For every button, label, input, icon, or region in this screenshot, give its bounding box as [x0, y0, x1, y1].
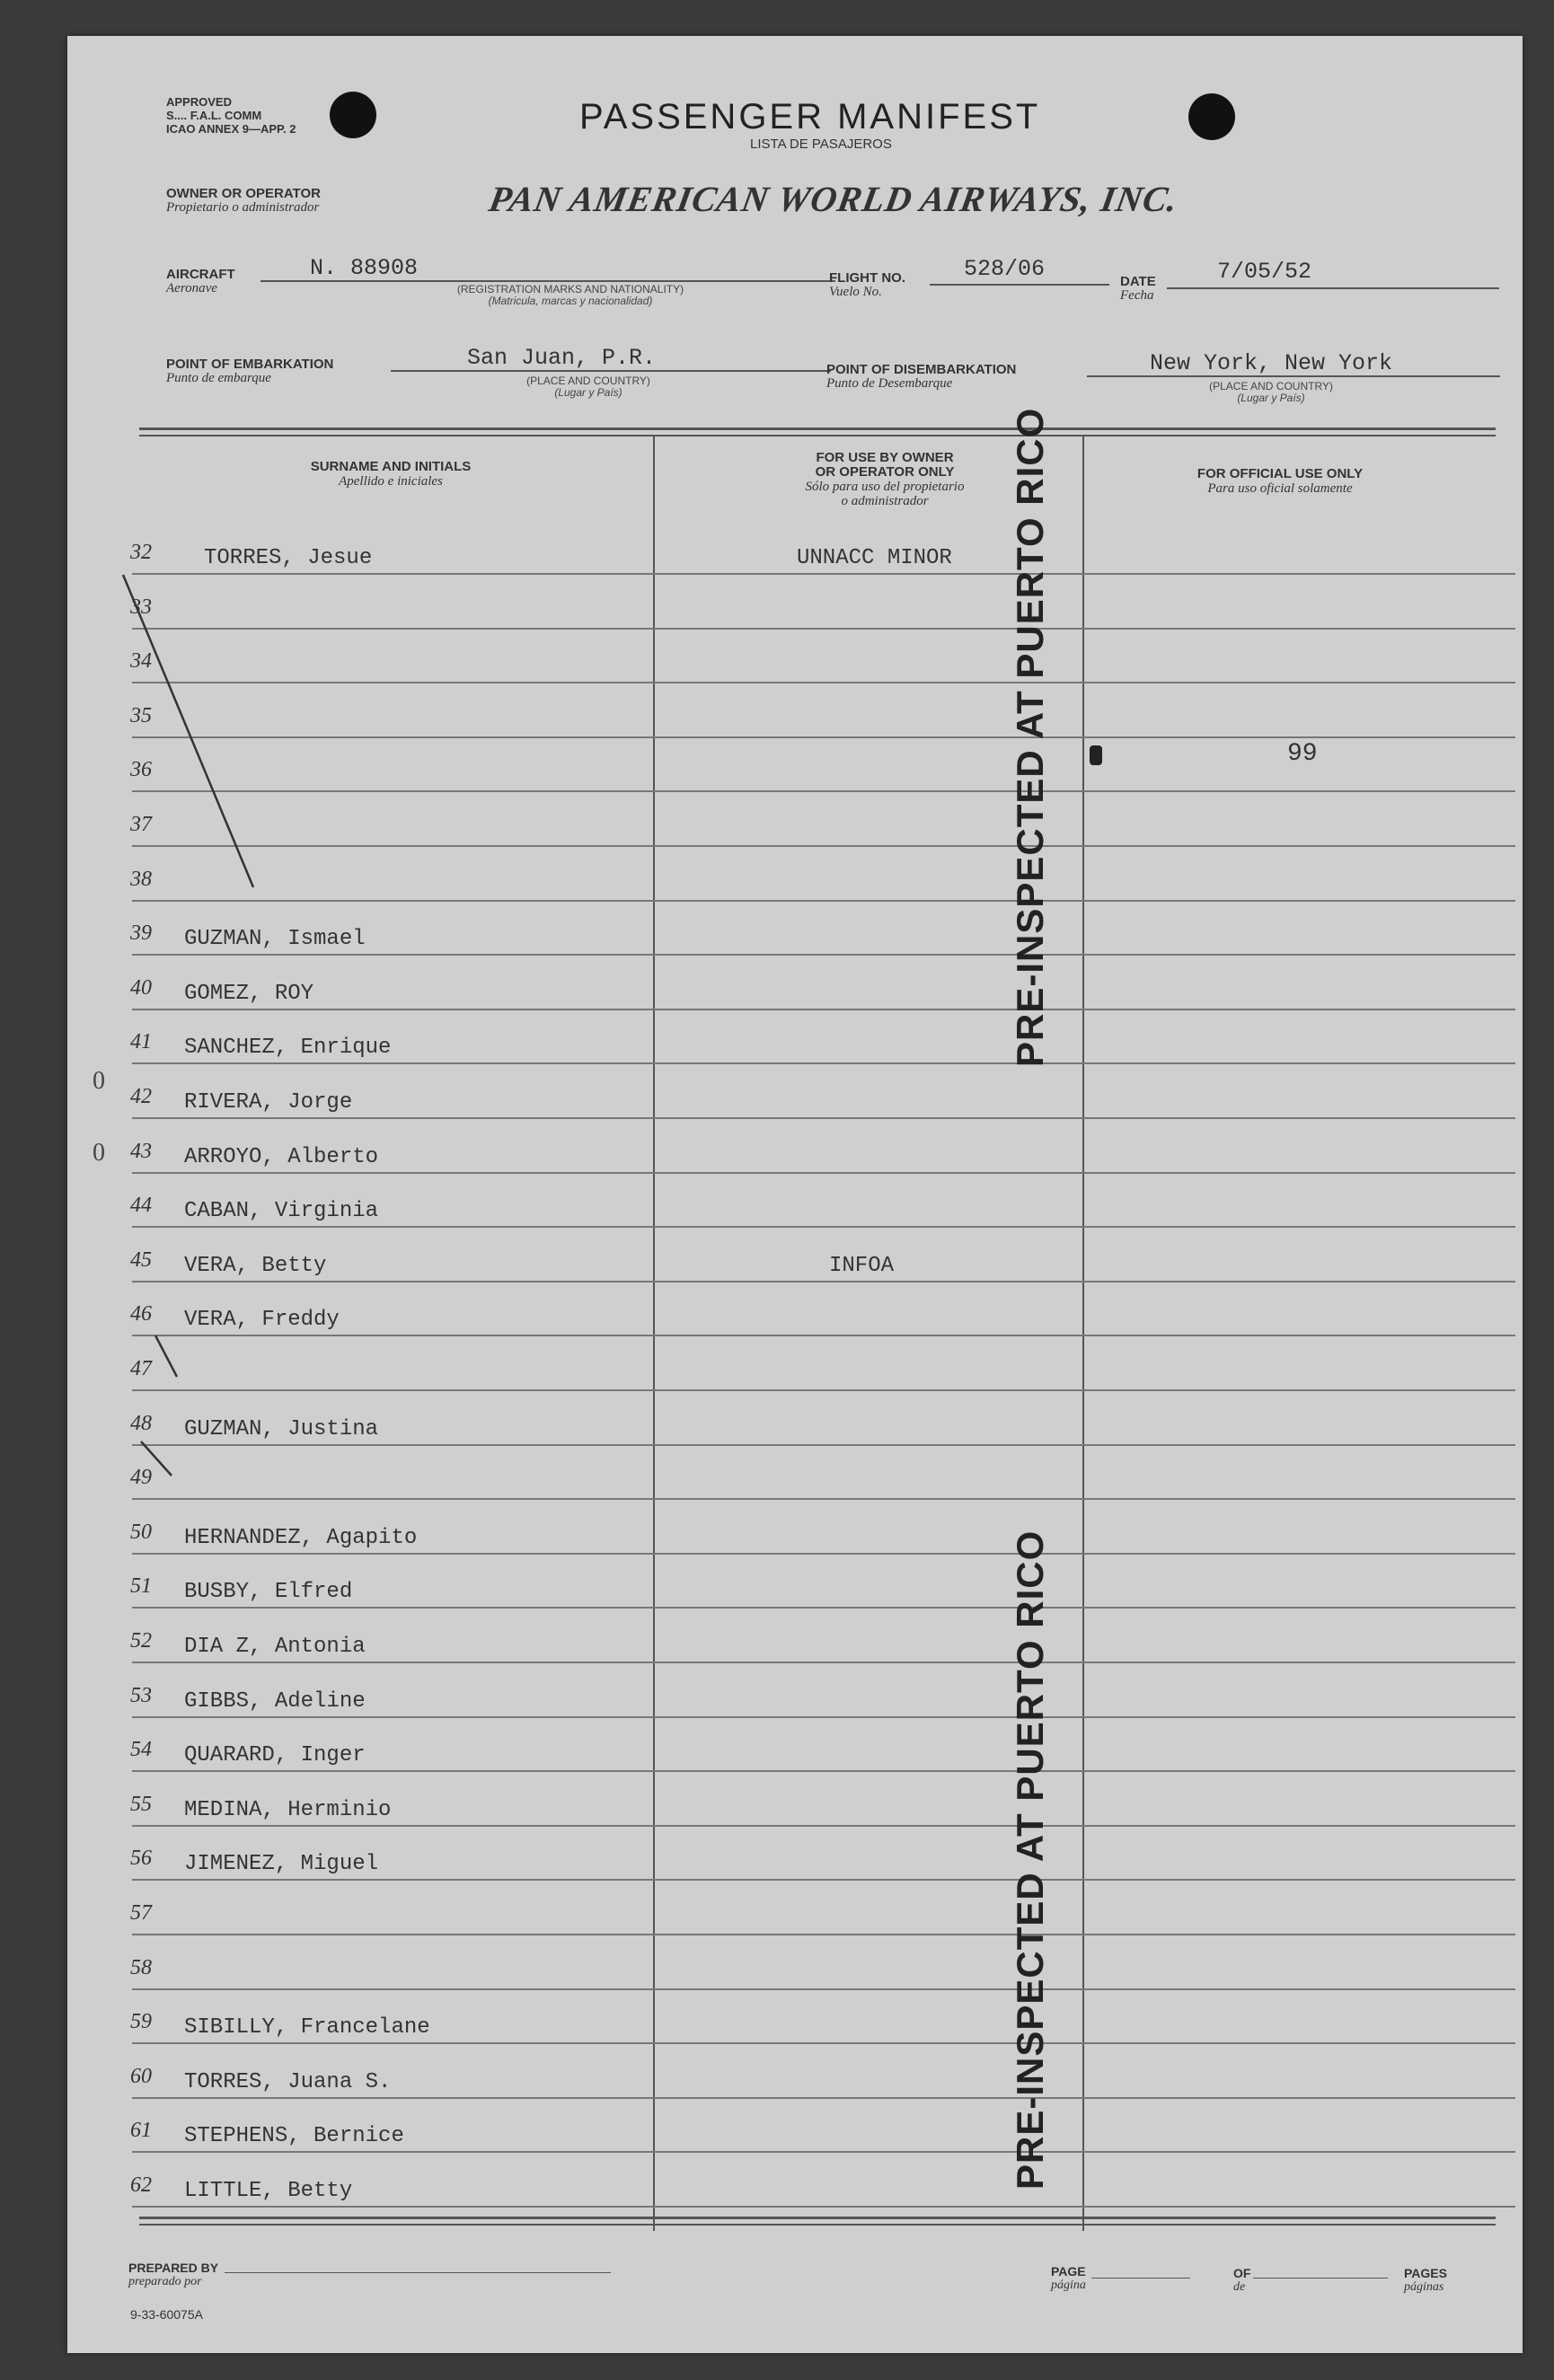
pre-inspected-stamp-top: PRE-INSPECTED AT PUERTO RICO [1009, 407, 1051, 1067]
disembark-label-es: Punto de Desembarque [826, 376, 953, 391]
pages-label [1404, 2267, 1447, 2294]
row-number: 55 [130, 1793, 152, 1816]
prepared-by-label-es: preparado por [128, 2275, 202, 2288]
flight-label-es: Vuelo No. [829, 285, 882, 299]
embark-value: San Juan, P.R. [467, 345, 657, 371]
passenger-name: GUZMAN, Ismael [184, 927, 366, 951]
aircraft-label-en: AIRCRAFT [166, 267, 235, 282]
date-label-es: Fecha [1120, 288, 1154, 303]
official-mark: 99 [1287, 740, 1318, 768]
name-column-header-es: Apellido e iniciales [339, 474, 443, 489]
row-number: 52 [130, 1629, 152, 1653]
of-label-en: OF [1233, 2266, 1251, 2280]
row-number: 32 [130, 541, 152, 564]
date-value: 7/05/52 [1217, 259, 1312, 285]
approval-line-1: APPROVED [166, 95, 232, 109]
page-title: PASSENGER MANIFEST [579, 97, 1041, 137]
passenger-name: RIVERA, Jorge [184, 1090, 353, 1115]
passenger-name: QUARARD, Inger [184, 1743, 366, 1767]
row-number: 59 [130, 2010, 152, 2033]
row-number: 37 [130, 813, 152, 836]
row-number: 33 [130, 595, 152, 619]
row-number: 44 [130, 1194, 152, 1217]
pages-label-es: páginas [1404, 2280, 1444, 2294]
disembark-label-en: POINT OF DISEMBARKATION [826, 362, 1017, 377]
passenger-name: TORRES, Jesue [204, 546, 373, 570]
row-number: 47 [130, 1357, 152, 1380]
row-number: 57 [130, 1901, 152, 1925]
strike-line-33-38 [123, 575, 253, 887]
flight-value: 528/06 [964, 256, 1046, 282]
airline-name: PAN AMERICAN WORLD AIRWAYS, INC. [486, 179, 1182, 219]
row-number: 51 [130, 1574, 152, 1598]
page-label-es: página [1051, 2279, 1086, 2292]
passenger-name: STEPHENS, Bernice [184, 2124, 404, 2148]
registration-note-es: (Matricula, marcas y nacionalidad) [488, 295, 653, 307]
passenger-name: SANCHEZ, Enrique [184, 1036, 392, 1060]
approval-line-3: ICAO ANNEX 9—APP. 2 [166, 122, 296, 136]
pages-label-en: PAGES [1404, 2266, 1447, 2280]
margin-mark-2: 0 [93, 1139, 105, 1167]
row-number: 60 [130, 2065, 152, 2088]
aircraft-value: N. 88908 [310, 255, 419, 281]
passenger-name: VERA, Betty [184, 1254, 327, 1278]
passenger-name: VERA, Freddy [184, 1308, 340, 1332]
embark-place-note-es: (Lugar y País) [554, 386, 622, 399]
owner-label-es: Propietario o administrador [166, 200, 320, 215]
row-number: 61 [130, 2119, 152, 2142]
margin-mark-1: 0 [93, 1067, 105, 1095]
passenger-name: SIBILLY, Francelane [184, 2015, 430, 2040]
passenger-name: GIBBS, Adeline [184, 1689, 366, 1714]
embark-label-es: Punto de embarque [166, 371, 271, 385]
of-label-es: de [1233, 2280, 1246, 2294]
official-column-header-es: Para uso oficial solamente [1207, 481, 1353, 496]
passenger-name: GOMEZ, ROY [184, 982, 314, 1006]
strike-line-49 [141, 1441, 172, 1476]
page-label [1051, 2265, 1086, 2292]
approval-line-2: S.... F.A.L. COMM [166, 109, 262, 122]
owner-column-header-en-1: FOR USE BY OWNER [816, 450, 954, 465]
embark-place-note-en: (PLACE AND COUNTRY) [526, 375, 650, 387]
row-number: 38 [130, 868, 152, 891]
disembark-place-note-es: (Lugar y País) [1237, 392, 1305, 404]
passenger-name: GUZMAN, Justina [184, 1417, 379, 1441]
ink-smudge [1090, 745, 1102, 765]
row-number: 54 [130, 1738, 152, 1761]
prepared-by-label [128, 2261, 218, 2288]
disembark-place-note-en: (PLACE AND COUNTRY) [1209, 380, 1333, 392]
passenger-name: LITTLE, Betty [184, 2179, 353, 2203]
passenger-name: BUSBY, Elfred [184, 1580, 353, 1604]
passenger-name: CABAN, Virginia [184, 1199, 379, 1223]
page-label-en: PAGE [1051, 2264, 1086, 2279]
strike-line-47 [155, 1335, 177, 1377]
row-number: 41 [130, 1030, 152, 1053]
passenger-name: JIMENEZ, Miguel [184, 1852, 379, 1876]
owner-column-header-en-2: OR OPERATOR ONLY [815, 464, 955, 480]
flight-label-en: FLIGHT NO. [829, 270, 905, 286]
operator-note: UNNACC MINOR [797, 546, 952, 570]
row-number: 36 [130, 758, 152, 781]
row-number: 53 [130, 1684, 152, 1707]
date-label-en: DATE [1120, 274, 1156, 289]
embark-label-en: POINT OF EMBARKATION [166, 357, 334, 372]
prepared-by-label-en: PREPARED BY [128, 2261, 219, 2275]
passenger-name: ARROYO, Alberto [184, 1145, 379, 1169]
form-number: 9-33-60075A [130, 2307, 203, 2322]
name-column-header-en: SURNAME AND INITIALS [310, 459, 472, 474]
operator-note: INFOA [829, 1254, 895, 1278]
row-number: 48 [130, 1412, 152, 1435]
page-subtitle: LISTA DE PASAJEROS [750, 137, 892, 152]
aircraft-label-es: Aeronave [166, 281, 217, 295]
pre-inspected-stamp-bottom: PRE-INSPECTED AT PUERTO RICO [1009, 1529, 1051, 2190]
passenger-name: HERNANDEZ, Agapito [184, 1526, 418, 1550]
row-number: 35 [130, 704, 152, 727]
row-number: 42 [130, 1085, 152, 1108]
row-number: 40 [130, 976, 152, 1000]
row-number: 50 [130, 1521, 152, 1544]
registration-note-en: (REGISTRATION MARKS AND NATIONALITY) [456, 283, 684, 295]
of-label [1233, 2267, 1250, 2294]
row-number: 45 [130, 1248, 152, 1272]
row-number: 62 [130, 2173, 152, 2197]
row-number: 43 [130, 1140, 152, 1163]
owner-column-header-es-2: o administrador [841, 494, 929, 508]
owner-label-en: OWNER OR OPERATOR [166, 186, 321, 201]
row-number: 34 [130, 649, 152, 673]
row-number: 39 [130, 921, 152, 945]
row-number: 49 [130, 1466, 152, 1489]
official-column-header-en: FOR OFFICIAL USE ONLY [1196, 466, 1364, 481]
strike-marks [67, 36, 1523, 2353]
disembark-value: New York, New York [1150, 350, 1393, 376]
passenger-name: DIA Z, Antonia [184, 1635, 366, 1659]
manifest-sheet [67, 36, 1523, 2353]
passenger-name: MEDINA, Herminio [184, 1798, 392, 1822]
row-number: 56 [130, 1847, 152, 1870]
owner-column-header-es-1: Sólo para uso del propietario [805, 480, 965, 494]
row-number: 58 [130, 1956, 152, 1979]
row-number: 46 [130, 1302, 152, 1326]
passenger-name: TORRES, Juana S. [184, 2070, 392, 2094]
